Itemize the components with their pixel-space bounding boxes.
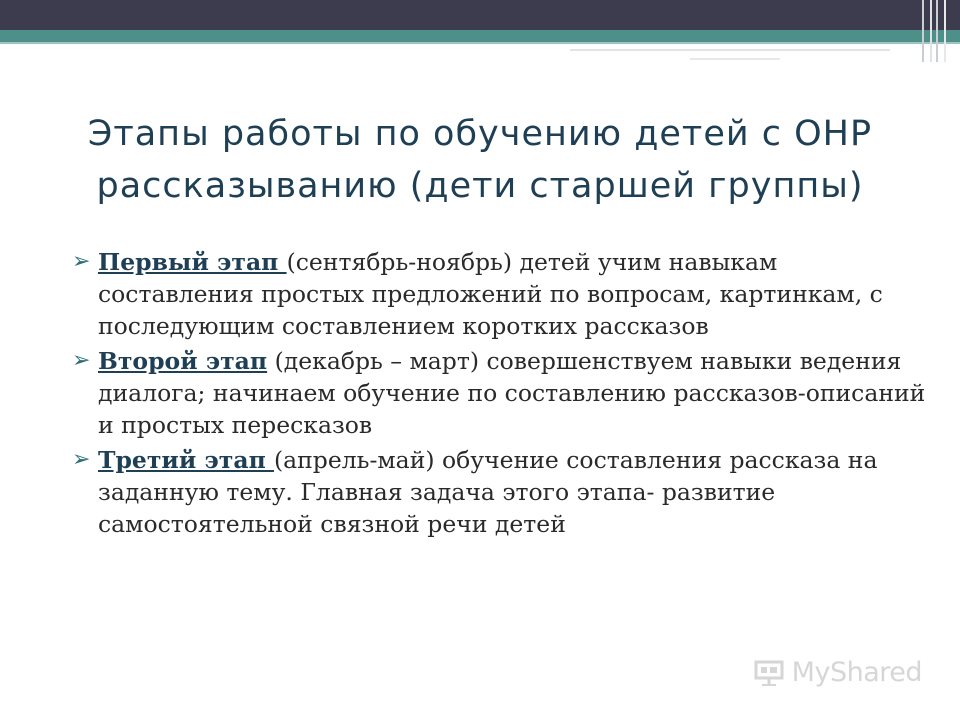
list-item-stage-2 bbox=[72, 345, 932, 441]
corner-stripes bbox=[922, 0, 952, 62]
stage-term: Второй этап bbox=[98, 347, 268, 375]
top-dark-bar bbox=[0, 0, 960, 30]
watermark bbox=[754, 657, 922, 688]
presentation-board-icon bbox=[754, 660, 784, 686]
decorative-tab-line-short bbox=[690, 58, 780, 60]
stage-term: Третий этап bbox=[98, 446, 274, 474]
arrow-bullet-icon: ➢ bbox=[72, 249, 91, 274]
arrow-bullet-icon: ➢ bbox=[72, 447, 91, 472]
decorative-tab-line bbox=[570, 46, 890, 51]
watermark-text: MyShared bbox=[791, 657, 922, 688]
slide-title: Этапы работы по обучению детей с ОНР рассказыванию (дети старшей группы) bbox=[87, 114, 873, 206]
stage-text: (сентябрь-ноябрь) детей учим навыкам составления простых предложений по вопросам, картинкам, с последующим составлением коротких рассказов bbox=[98, 248, 883, 340]
arrow-bullet-icon: ➢ bbox=[72, 348, 91, 373]
stages-list bbox=[72, 246, 932, 543]
top-teal-accent-line bbox=[0, 42, 960, 44]
list-item-stage-3 bbox=[72, 444, 932, 540]
stage-text: (апрель-май) обучение составления рассказа на заданную тему. Главная задача этого этапа- развитие самостоятельной связной речи детей bbox=[98, 446, 878, 538]
stage-text: (декабрь – март) совершенствуем навыки ведения диалога; начинаем обучение по составлению рассказов-описаний и простых пересказов bbox=[98, 347, 926, 439]
top-teal-bar bbox=[0, 30, 960, 42]
stage-term: Первый этап bbox=[98, 248, 287, 276]
list-item-stage-1 bbox=[72, 246, 932, 342]
